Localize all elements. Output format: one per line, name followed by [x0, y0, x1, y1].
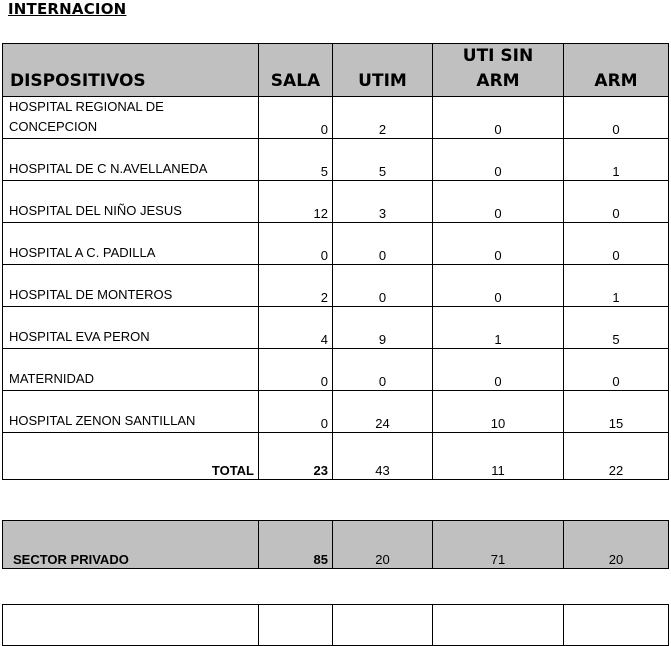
cell-uti-sin-arm: 0 [433, 349, 564, 391]
cell-utim: 5 [333, 139, 433, 181]
header-utim: UTIM [333, 44, 433, 97]
cell-arm: 0 [564, 97, 669, 139]
cell-sala: 0 [259, 223, 333, 265]
cell-utim: 9 [333, 307, 433, 349]
cell-arm: 1 [564, 265, 669, 307]
hospital-name-line2: HOSPITAL DE MONTEROS [9, 287, 173, 302]
empty-table [2, 604, 669, 646]
cell-sala: 4 [259, 307, 333, 349]
total-label: TOTAL [3, 433, 259, 480]
empty-cell [333, 605, 433, 646]
hospital-name-line2: HOSPITAL DE C N.AVELLANEDA [9, 161, 208, 176]
table-row [3, 181, 669, 223]
header-uti-sin-arm [433, 44, 564, 97]
total-sala: 23 [259, 433, 333, 480]
hospital-name [3, 307, 259, 349]
sector-privado-arm: 20 [564, 521, 669, 569]
cell-utim: 2 [333, 97, 433, 139]
cell-arm: 0 [564, 349, 669, 391]
hospital-name [3, 181, 259, 223]
hospital-name-line2: HOSPITAL ZENON SANTILLAN [9, 413, 196, 428]
page-title: INTERNACION [8, 0, 127, 18]
table-row [3, 391, 669, 433]
hospital-name-line2: CONCEPCION [9, 119, 98, 134]
sector-privado-sala: 85 [259, 521, 333, 569]
hospital-name [3, 223, 259, 265]
header-sala: SALA [259, 44, 333, 97]
table-row [3, 349, 669, 391]
cell-uti-sin-arm: 0 [433, 223, 564, 265]
cell-sala: 0 [259, 349, 333, 391]
hospital-name [3, 391, 259, 433]
cell-arm: 15 [564, 391, 669, 433]
cell-sala: 5 [259, 139, 333, 181]
cell-utim: 3 [333, 181, 433, 223]
sector-privado-uti-sin-arm: 71 [433, 521, 564, 569]
sector-privado-utim: 20 [333, 521, 433, 569]
cell-uti-sin-arm: 0 [433, 97, 564, 139]
empty-cell [259, 605, 333, 646]
sector-privado-label: SECTOR PRIVADO [3, 521, 259, 569]
cell-utim: 24 [333, 391, 433, 433]
hospital-name [3, 349, 259, 391]
header-uti-sin-line1: UTI SIN [462, 46, 534, 66]
cell-utim: 0 [333, 349, 433, 391]
cell-utim: 0 [333, 223, 433, 265]
hospital-name [3, 139, 259, 181]
empty-cell [564, 605, 669, 646]
cell-uti-sin-arm: 0 [433, 181, 564, 223]
sector-privado-row [3, 521, 669, 569]
header-dispositivos: DISPOSITIVOS [3, 44, 259, 97]
empty-cell [3, 605, 259, 646]
empty-cell [433, 605, 564, 646]
header-arm: ARM [564, 44, 669, 97]
cell-arm: 0 [564, 181, 669, 223]
cell-utim: 0 [333, 265, 433, 307]
cell-arm: 0 [564, 223, 669, 265]
cell-uti-sin-arm: 10 [433, 391, 564, 433]
cell-sala: 0 [259, 391, 333, 433]
cell-uti-sin-arm: 1 [433, 307, 564, 349]
cell-sala: 0 [259, 97, 333, 139]
hospital-name-line2: MATERNIDAD [9, 371, 94, 386]
internacion-table [2, 43, 669, 480]
total-row [3, 433, 669, 480]
total-arm: 22 [564, 433, 669, 480]
total-utim: 43 [333, 433, 433, 480]
table-row [3, 97, 669, 139]
hospital-name-line2: HOSPITAL A C. PADILLA [9, 245, 156, 260]
header-row [3, 44, 669, 97]
cell-arm: 5 [564, 307, 669, 349]
table-row [3, 265, 669, 307]
table-row [3, 223, 669, 265]
hospital-name [3, 265, 259, 307]
cell-sala: 2 [259, 265, 333, 307]
cell-uti-sin-arm: 0 [433, 265, 564, 307]
table-row [3, 139, 669, 181]
empty-row [3, 605, 669, 646]
hospital-name-line2: HOSPITAL EVA PERON [9, 329, 150, 344]
hospital-name-line1: HOSPITAL REGIONAL DE [9, 99, 164, 114]
table-row [3, 307, 669, 349]
hospital-name [3, 97, 259, 139]
sector-privado-table [2, 520, 669, 569]
total-uti-sin-arm: 11 [433, 433, 564, 480]
cell-uti-sin-arm: 0 [433, 139, 564, 181]
hospital-name-line2: HOSPITAL DEL NIÑO JESUS [9, 203, 182, 218]
cell-sala: 12 [259, 181, 333, 223]
header-uti-sin-line2: ARM [476, 71, 520, 91]
cell-arm: 1 [564, 139, 669, 181]
